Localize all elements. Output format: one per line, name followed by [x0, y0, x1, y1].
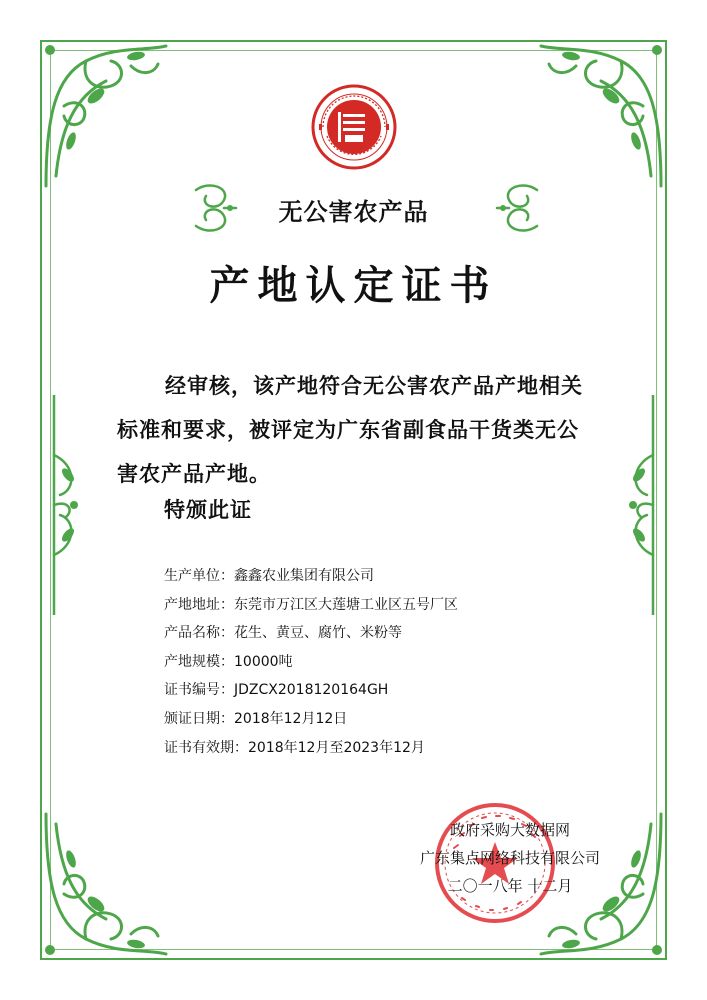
- info-label: 生产单位：: [164, 568, 234, 584]
- info-row-producer: [164, 566, 584, 595]
- info-row-scale: [164, 652, 584, 681]
- info-label: 产地地址：: [164, 596, 234, 613]
- side-ornament-icon: [621, 395, 661, 615]
- info-label: 产地规模：: [164, 653, 234, 670]
- info-row-address: [164, 595, 584, 624]
- corner-ornament-icon: [531, 36, 671, 196]
- issuer-line-1: 政府采购大数据网: [449, 821, 570, 839]
- info-row-products: [164, 623, 584, 652]
- corner-ornament-icon: [36, 36, 176, 196]
- info-value: 2018年12月12日: [234, 710, 348, 727]
- certificate-body-text: 经审核，该产地符合无公害农产品产地相关标准和要求，被评定为广东省副食品干货类无公害农产品产地。: [117, 374, 583, 486]
- info-list: [164, 566, 584, 766]
- info-value: JDZCX2018120164GH: [234, 682, 389, 699]
- info-label: 证书编号：: [164, 682, 234, 699]
- info-value: 鑫鑫农业集团有限公司: [234, 568, 374, 584]
- info-row-validity: [164, 738, 584, 767]
- corner-ornament-icon: [36, 804, 176, 964]
- seal-logo-icon: [311, 84, 397, 170]
- info-label: 证书有效期：: [164, 739, 248, 756]
- certificate-subtitle: 无公害农产品: [278, 198, 429, 226]
- issuer-line-2: 广东集点网络科技有限公司: [419, 849, 600, 867]
- special-issue-line: 特颁此证: [164, 498, 252, 522]
- info-row-issue-date: [164, 709, 584, 738]
- info-value: 东莞市万江区大莲塘工业区五号厂区: [234, 596, 458, 613]
- info-value: 10000吨: [234, 653, 293, 670]
- info-value: 花生、黄豆、腐竹、米粉等: [234, 625, 402, 642]
- issuer-block: [390, 816, 630, 900]
- info-value: 2018年12月至2023年12月: [248, 739, 425, 756]
- info-label: 产品名称：: [164, 625, 234, 642]
- certificate-title: 产地认定证书: [209, 263, 498, 309]
- info-row-cert-number: [164, 680, 584, 709]
- issuer-date: 二〇一八年 十二月: [447, 877, 573, 895]
- info-label: 颁证日期：: [164, 710, 234, 727]
- side-ornament-icon: [46, 395, 86, 615]
